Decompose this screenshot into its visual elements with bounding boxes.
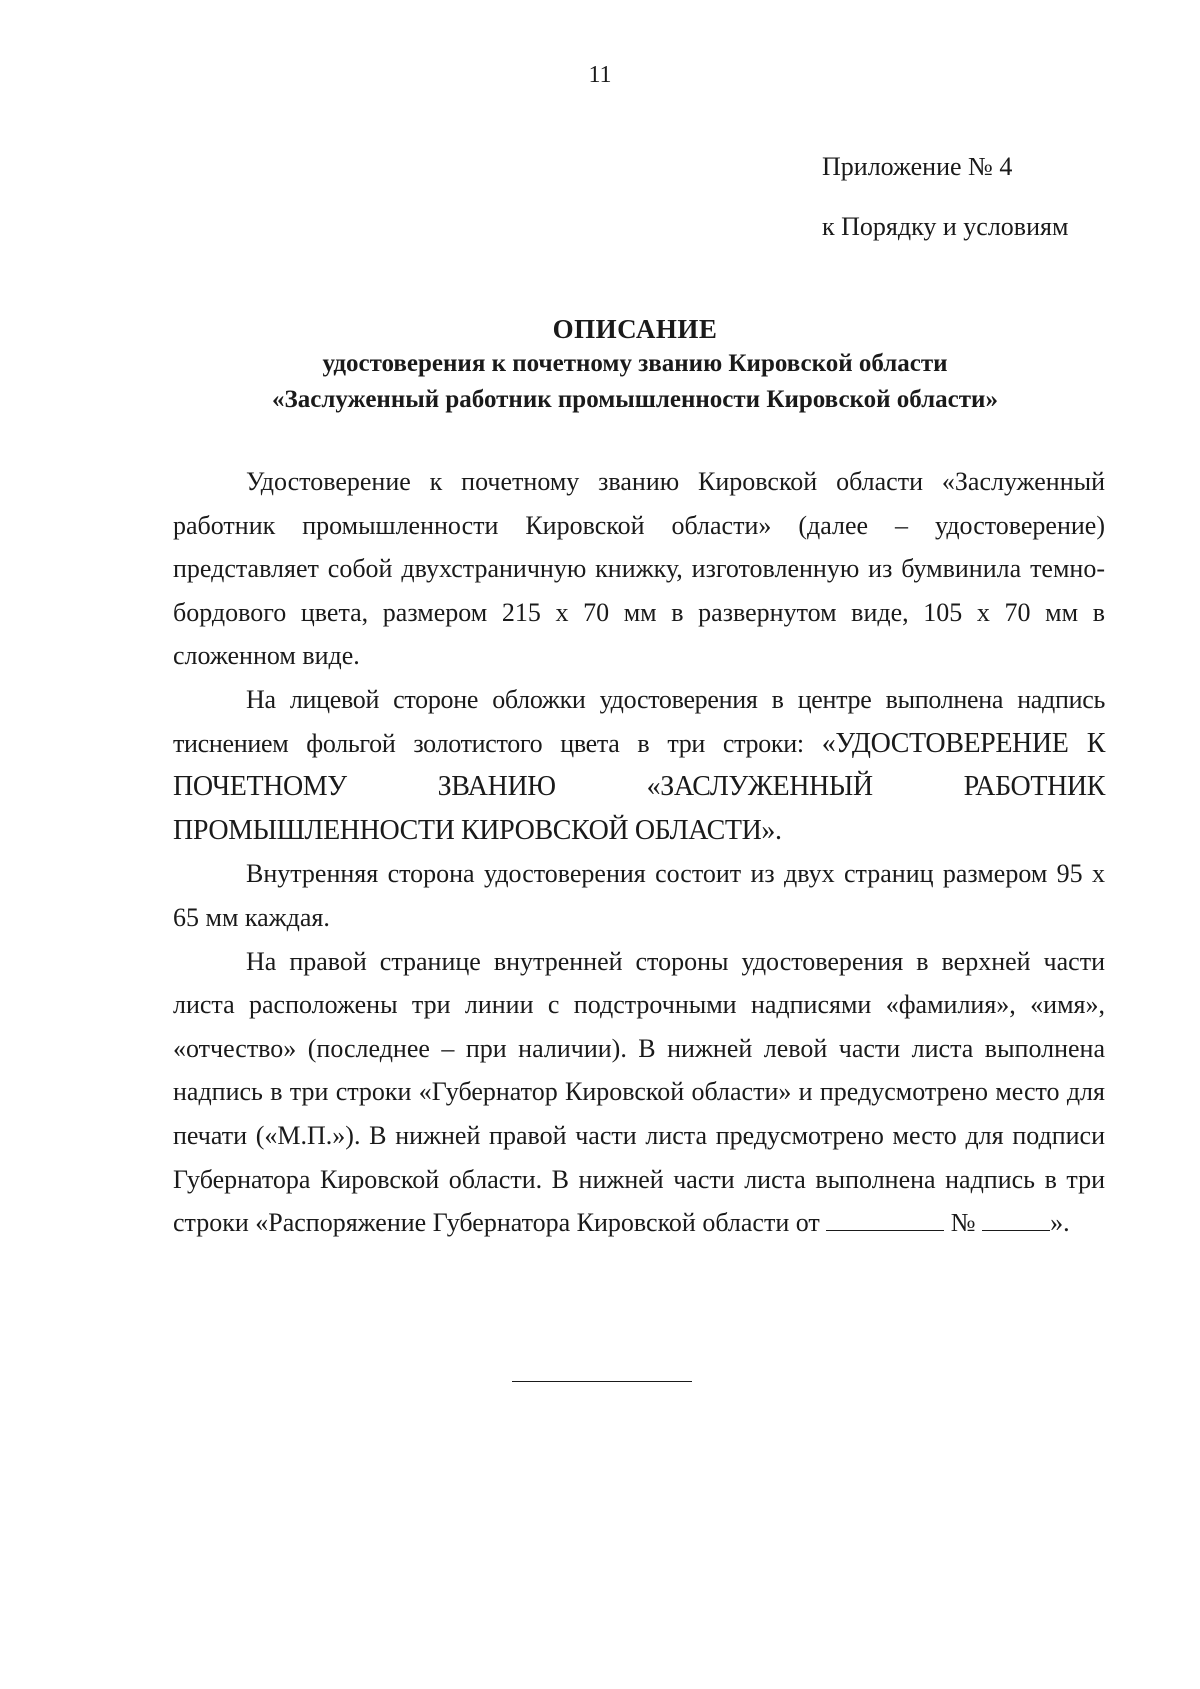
date-blank-line [826,1206,944,1231]
document-heading [170,312,1100,418]
paragraph-2-text: На лицевой стороне обложки удостоверения в центре выполнена надпись тиснением фольгой золотистого цвета в три строки: [173,684,1105,758]
end-divider-line [512,1381,692,1382]
number-blank-line [982,1206,1050,1231]
paragraph-1: Удостоверение к почетному званию Кировской области «Заслуженный работник промышленности Кировской области» (далее – удостоверение) представляет собой двухстраничную книжку, изготовленную из бумвинила темно-бордового цвета, размером 215 х 70 мм в развернутом виде, 105 х 70 мм в сложенном виде. [173,467,1105,671]
paragraph-4-text: На правой странице внутренней стороны удостоверения в верхней части листа расположены три линии с подстрочными надписями «фамилия», «имя», «отчество» (последнее – при наличии). В нижней левой части листа выполнена надпись в три строки «Губернатор Кировской области» и предусмотрено место для печати («М.П.»). В нижней правой части листа предусмотрено место для подписи Губернатора Кировской области. В нижней части листа выполнена надпись в три строки «Распоряжение Губернатора Кировской области от [173,946,1105,1238]
heading-line-2: «Заслуженный работник промышленности Кировской области» [272,386,998,413]
paragraph-2 [173,678,1105,852]
paragraph-2-caps-text: «УДОСТОВЕРЕНИЕ К ПОЧЕТНОМУ ЗВАНИЮ «ЗАСЛУЖЕННЫЙ РАБОТНИК ПРОМЫШЛЕННОСТИ КИРОВСКОЙ ОБЛАСТИ». [173,727,1105,846]
paragraph-4 [173,940,1105,1245]
number-sign: № [950,1208,976,1238]
appendix-title: Приложение № 4 [822,152,1013,181]
paragraph-4-end: ». [1050,1208,1070,1238]
heading-line-1: удостоверения к почетному званию Кировской области [322,350,948,377]
appendix-subtitle: к Порядку и условиям [822,212,1069,241]
paragraph-3: Внутренняя сторона удостоверения состоит из двух страниц размером 95 х 65 мм каждая. [173,859,1105,932]
document-body [173,460,1105,1245]
heading-title: ОПИСАНИЕ [552,314,718,344]
page-number: 11 [588,62,612,88]
